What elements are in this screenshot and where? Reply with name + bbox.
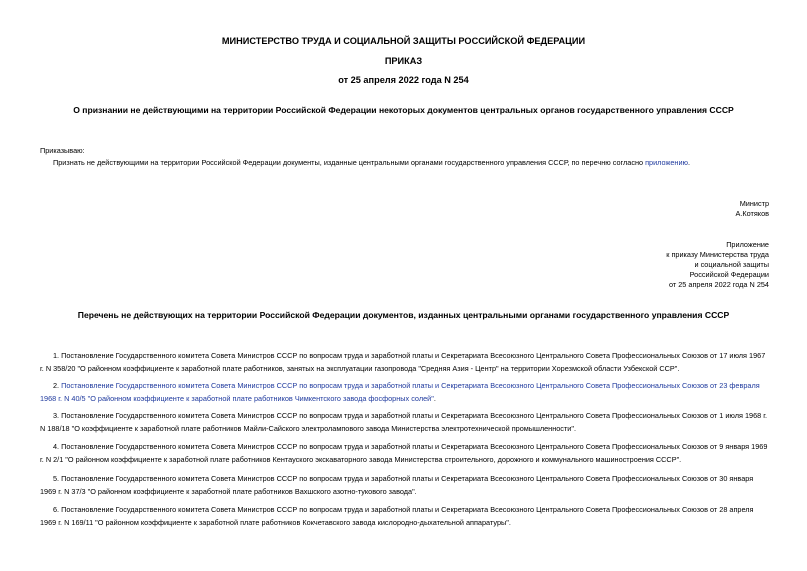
order-word: Приказываю:	[40, 146, 85, 155]
list-item-line: 4. Постановление Государственного комитета Совета Министров СССР по вопросам труда и заработной платы и Секретариата Всесоюзного Центрального Совета Профессиональных Союзов от 9 января 1969	[53, 442, 768, 451]
list-item	[40, 380, 774, 405]
list-item-line: 1. Постановление Государственного комитета Совета Министров СССР по вопросам труда и заработной платы и Секретариата Всесоюзного Центрального Совета Профессиональных Союзов от 17 июля 1967	[53, 351, 766, 360]
signature-position: Министр	[739, 199, 769, 208]
list-item-line: г. N 358/20 "О районном коэффициенте к заработной плате работников, занятых на эксплуатации газопровода "Средняя Азия - Центр" на территории Хорезмской области Узбекской ССР".	[40, 363, 680, 373]
list-item-line: г. N 2/1 "О районном коэффициенте к заработной плате работников Кентауского экскаваторного завода Министерства строительного, дорожного и коммунального машиностроения СССР".	[40, 454, 682, 464]
list-item-line: 1969 г. N 169/11 "О районном коэффициенте к заработной плате работников Кокчетавского завода кислородно-дыхательной аппаратуры".	[40, 517, 511, 527]
order-end: .	[688, 158, 691, 167]
list-item-line: 6. Постановление Государственного комитета Совета Министров СССР по вопросам труда и заработной платы и Секретариата Всесоюзного Центрального Совета Профессиональных Союзов от 28 апреля	[53, 505, 754, 514]
list-item	[40, 473, 774, 498]
list-item-link[interactable]: Постановление Государственного комитета Совета Министров СССР по вопросам труда и заработной платы и Секретариата Всесоюзного Центрального Совета Профессиональных Союзов от 23 февраля	[61, 381, 760, 390]
appendix-line: от 25 апреля 2022 года N 254	[668, 280, 769, 289]
list-item-end: .	[433, 393, 436, 403]
order-text: Признать не действующими на территории Российской Федерации документы, изданные центральными органами государственного управления СССР, по перечню согласно	[53, 158, 646, 167]
list-item-number: 2.	[53, 381, 62, 390]
list-item-line: 5. Постановление Государственного комитета Совета Министров СССР по вопросам труда и заработной платы и Секретариата Всесоюзного Центрального Совета Профессиональных Союзов от 30 января	[53, 474, 754, 483]
list-item	[40, 350, 774, 375]
date-number-heading: от 25 апреля 2022 года N 254	[338, 75, 469, 85]
appendix-header	[666, 240, 769, 290]
doc-type-heading: ПРИКАЗ	[384, 56, 423, 66]
list-item-link[interactable]: 1968 г. N 40/5 "О районном коэффициенте к заработной плате работников Чимкентского завода фосфорных солей"	[40, 393, 434, 403]
appendix-line: Российской Федерации	[689, 270, 769, 279]
list-item	[40, 504, 774, 529]
signature-block	[735, 199, 769, 219]
appendix-line: к приказу Министерства труда	[666, 250, 769, 259]
document-title: О признании не действующими на территории Российской Федерации некоторых документов центральных органов государственного управления СССР	[73, 105, 734, 115]
list-item-line: 1969 г. N 37/3 "О районном коэффициенте к заработной плате работников Вахшского азотно-тукового завода".	[40, 486, 417, 496]
list-item	[40, 441, 774, 466]
appendix-line: Приложение	[726, 240, 769, 249]
ministry-heading: МИНИСТЕРСТВО ТРУДА И СОЦИАЛЬНОЙ ЗАЩИТЫ РОССИЙСКОЙ ФЕДЕРАЦИИ	[221, 36, 586, 46]
appendix-link[interactable]: приложению	[645, 158, 689, 167]
signature-name: А.Котяков	[735, 209, 769, 218]
list-title: Перечень не действующих на территории Российской Федерации документов, изданных центральными органами государственного управления СССР	[77, 310, 730, 320]
order-paragraph	[53, 158, 690, 168]
appendix-line: и социальной защиты	[694, 260, 769, 269]
list-item-line: N 188/18 "О коэффициенте к заработной плате работников Майли-Сайского электролампового завода Министерства электротехнической промышленности".	[40, 423, 576, 433]
list-item	[40, 410, 774, 435]
list-item-line: 3. Постановление Государственного комитета Совета Министров СССР по вопросам труда и заработной платы и Секретариата Всесоюзного Центрального Совета Профессиональных Союзов от 1 июля 1968 г.	[53, 411, 768, 420]
